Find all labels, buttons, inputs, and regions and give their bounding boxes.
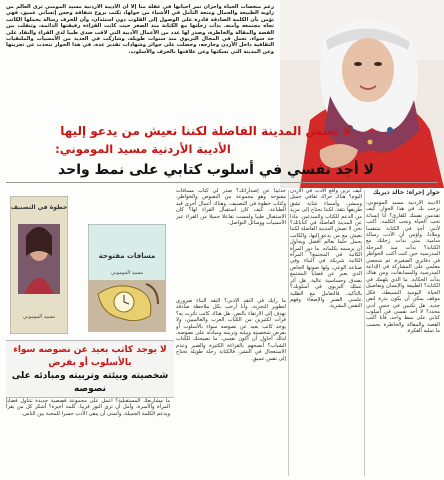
book2-author: مسيد الموموني: [110, 270, 144, 276]
article-column-right: الأديبة الأردنية مسيد الموموني، نرحب بك في هذا الحوار. كيف تقدمين نفسك للقارئ؟ أنا إنسانة تحب الحياة وتحب الكلمة، أكتب لأنني أجد في الكتابة متنفسا وملاذا، وأؤمن أن الأدب رسالة سامية. متى بدأت رحلتك مع الكتابة؟ بدأت منذ المرحلة المدرسية حين كنت أكتب الخواطر في دفاتري الصغيرة، ثم شجعني معلمي على المشاركة في الإذاعة المدرسية والمسابقات، ومن هناك بدأت الحكاية. ما الذي يلهمك في الكتابة؟ الطبيعة والإنسان وتفاصيل الحياة اليومية البسيطة، فكل موقف يمكن أن يكون بذرة لنص جديد. هل تكتبين في جنس أدبي محدد؟ لا أجد نفسي في أسلوب كتابي على نمط واحد، فأنا أكتب القصة والمقالة والخاطرة بحسب ما تمليه الفكرة.: [366, 200, 440, 335]
article-column-far-left: ما مشاريعك المستقبلية؟ أعمل على مجموعة قصصية جديدة تتناول قضايا المرأة والأسرة، وآمل أن ترى النور قريبا. كلمة أخيرة؟ أشكر كل من يقرأ ويدعم الكلمة الجميلة، وأتمنى أن يبقى الأدب جسرا للمحبة بين الناس.: [6, 398, 170, 417]
book-cover-khatwa: [10, 196, 68, 334]
book2-title: مسافات مفتوحة: [98, 252, 156, 260]
book1-author: مسيد الموموني: [22, 314, 56, 320]
article-column-middle: كيف ترين واقع الأدب في الأردن اليوم؟ هناك حراك ثقافي جميل ومبشر، وأسماء شابة تشق طريقها بثقة، لكننا نحتاج إلى مزيد من الدعم للكتاب والمبدعين. ماذا عن المدينة الفاضلة في كتاباتك؟ نحن لا نعيش المدينة الفاضلة لكننا نعيش مع من يدعو إليها، والكاتب يحمل حلما بعالم أفضل ويحاول أن يرسمه بكلماته. ما دور المرأة الكاتبة في المجتمع؟ المرأة الكاتبة شريكة في البناء وفي صناعة الوعي، ولها صوتها الخاص الذي يعبر عن قضايا المجتمع بصدق وحساسية عالية. هل أثر عملك التربوي في أسلوبك؟ بالتأكيد، فالتعامل مع الطلبة علمني الصبر والإصغاء وفهم النفس البشرية.: [290, 188, 362, 310]
divider-rule: [6, 182, 438, 183]
intro-paragraph: رغم منغصات الحياة وأحزان تمر أحيانها في غفلة منا إلا أن الأديبة الأردنية مسيد المومني ترى العالم من زاوية الطبيعة والجمال ومتعة التأمل في الأشياء من حولها، تكتب بروح شفافة وحس إنساني عميق، فهي تؤمن بأن الكلمة الصادقة قادرة على الوصول إلى القلوب دون استئذان، وأن للحرف رسالة يحملها الكاتب تجاه مجتمعه وأمته. بدأت رحلتها مع الكتابة منذ الصغر حيث كانت القراءة رفيقتها الدائمة، وتنقلت بين القصة والمقالة والخاطرة، وصدر لها عدد من الأعمال الأدبية التي لاقت صدى طيبا لدى القراء والنقاد على حد سواء. تعمل في المجال التربوي منذ سنوات طويلة، وشاركت في العديد من الأمسيات والملتقيات الثقافية داخل الأردن وخارجه، وحصلت على جوائز وشهادات تقدير عدة. في هذا الحوار تتحدث عن تجربتها وعن المدينة التي تسكنها وعن علاقتها بالحرف والأسلوب.: [6, 4, 274, 55]
column-divider: [288, 190, 289, 476]
headline-main: لا أجد نفسي في أسلوب كتابي على نمط واحد: [58, 162, 374, 178]
article-column-left-bottom: ما رأيك في النقد الأدبي؟ النقد البناء ضروري لتطوير التجربة، وأنا أرحب بكل ملاحظة صادقة تهدف إلى الارتقاء بالنص. هل هناك كاتب تأثرت به؟ قرأت لكثيرين من الكتاب العرب والعالميين، ولا يوجد كاتب بعيد عن نصوصه سواء بالأسلوب أو بفرض شخصيته وبيئته وتربيته ومبادئه على نصوصه، لذلك أحاول أن أكون نفسي. ما نصيحتك للكتاب الشباب؟ أنصحهم بالقراءة الكثيرة والصبر وعدم الاستعجال في النشر، فالكتابة رحلة طويلة تحتاج إلى نفس عميق.: [176, 298, 286, 362]
pull-quote: [6, 340, 174, 398]
headline-quote: لا تعيش المدينة الفاضلة لكننا نعيش من يدعو إليها: [60, 124, 352, 138]
book-cover-masafat: [88, 224, 166, 332]
headline-author-name: الأديبة الأردنية مسيد الموموني:: [55, 142, 231, 156]
column-divider: [364, 190, 365, 476]
pull-quote-red-text: لا يوجد كاتب بعيد عن نصوصه سواء بالأسلوب أو بفرض: [13, 345, 167, 368]
pull-quote-black-text: شخصيته وبيئته وتربيته ومبادئه على نصوصه: [11, 371, 169, 394]
book-cover-masafat-icon: [88, 224, 166, 332]
book1-title: خطوة في التصنيف: [10, 204, 68, 211]
byline: حوار إجراه: خالد ديريك: [372, 189, 440, 196]
article-column-left-top: حدثينا عن إصداراتك؟ صدر لي كتاب مسافات مفتوحة وهو مجموعة من النصوص والخواطر، وكتاب خطوة في التصنيف، وهناك أعمال أخرى قيد الطباعة. كيف كان استقبال القراء لها؟ كان الاستقبال طيبا ولمست تفاعلا جميلا من القراء عبر الأمسيات ووسائل التواصل.: [176, 188, 286, 227]
